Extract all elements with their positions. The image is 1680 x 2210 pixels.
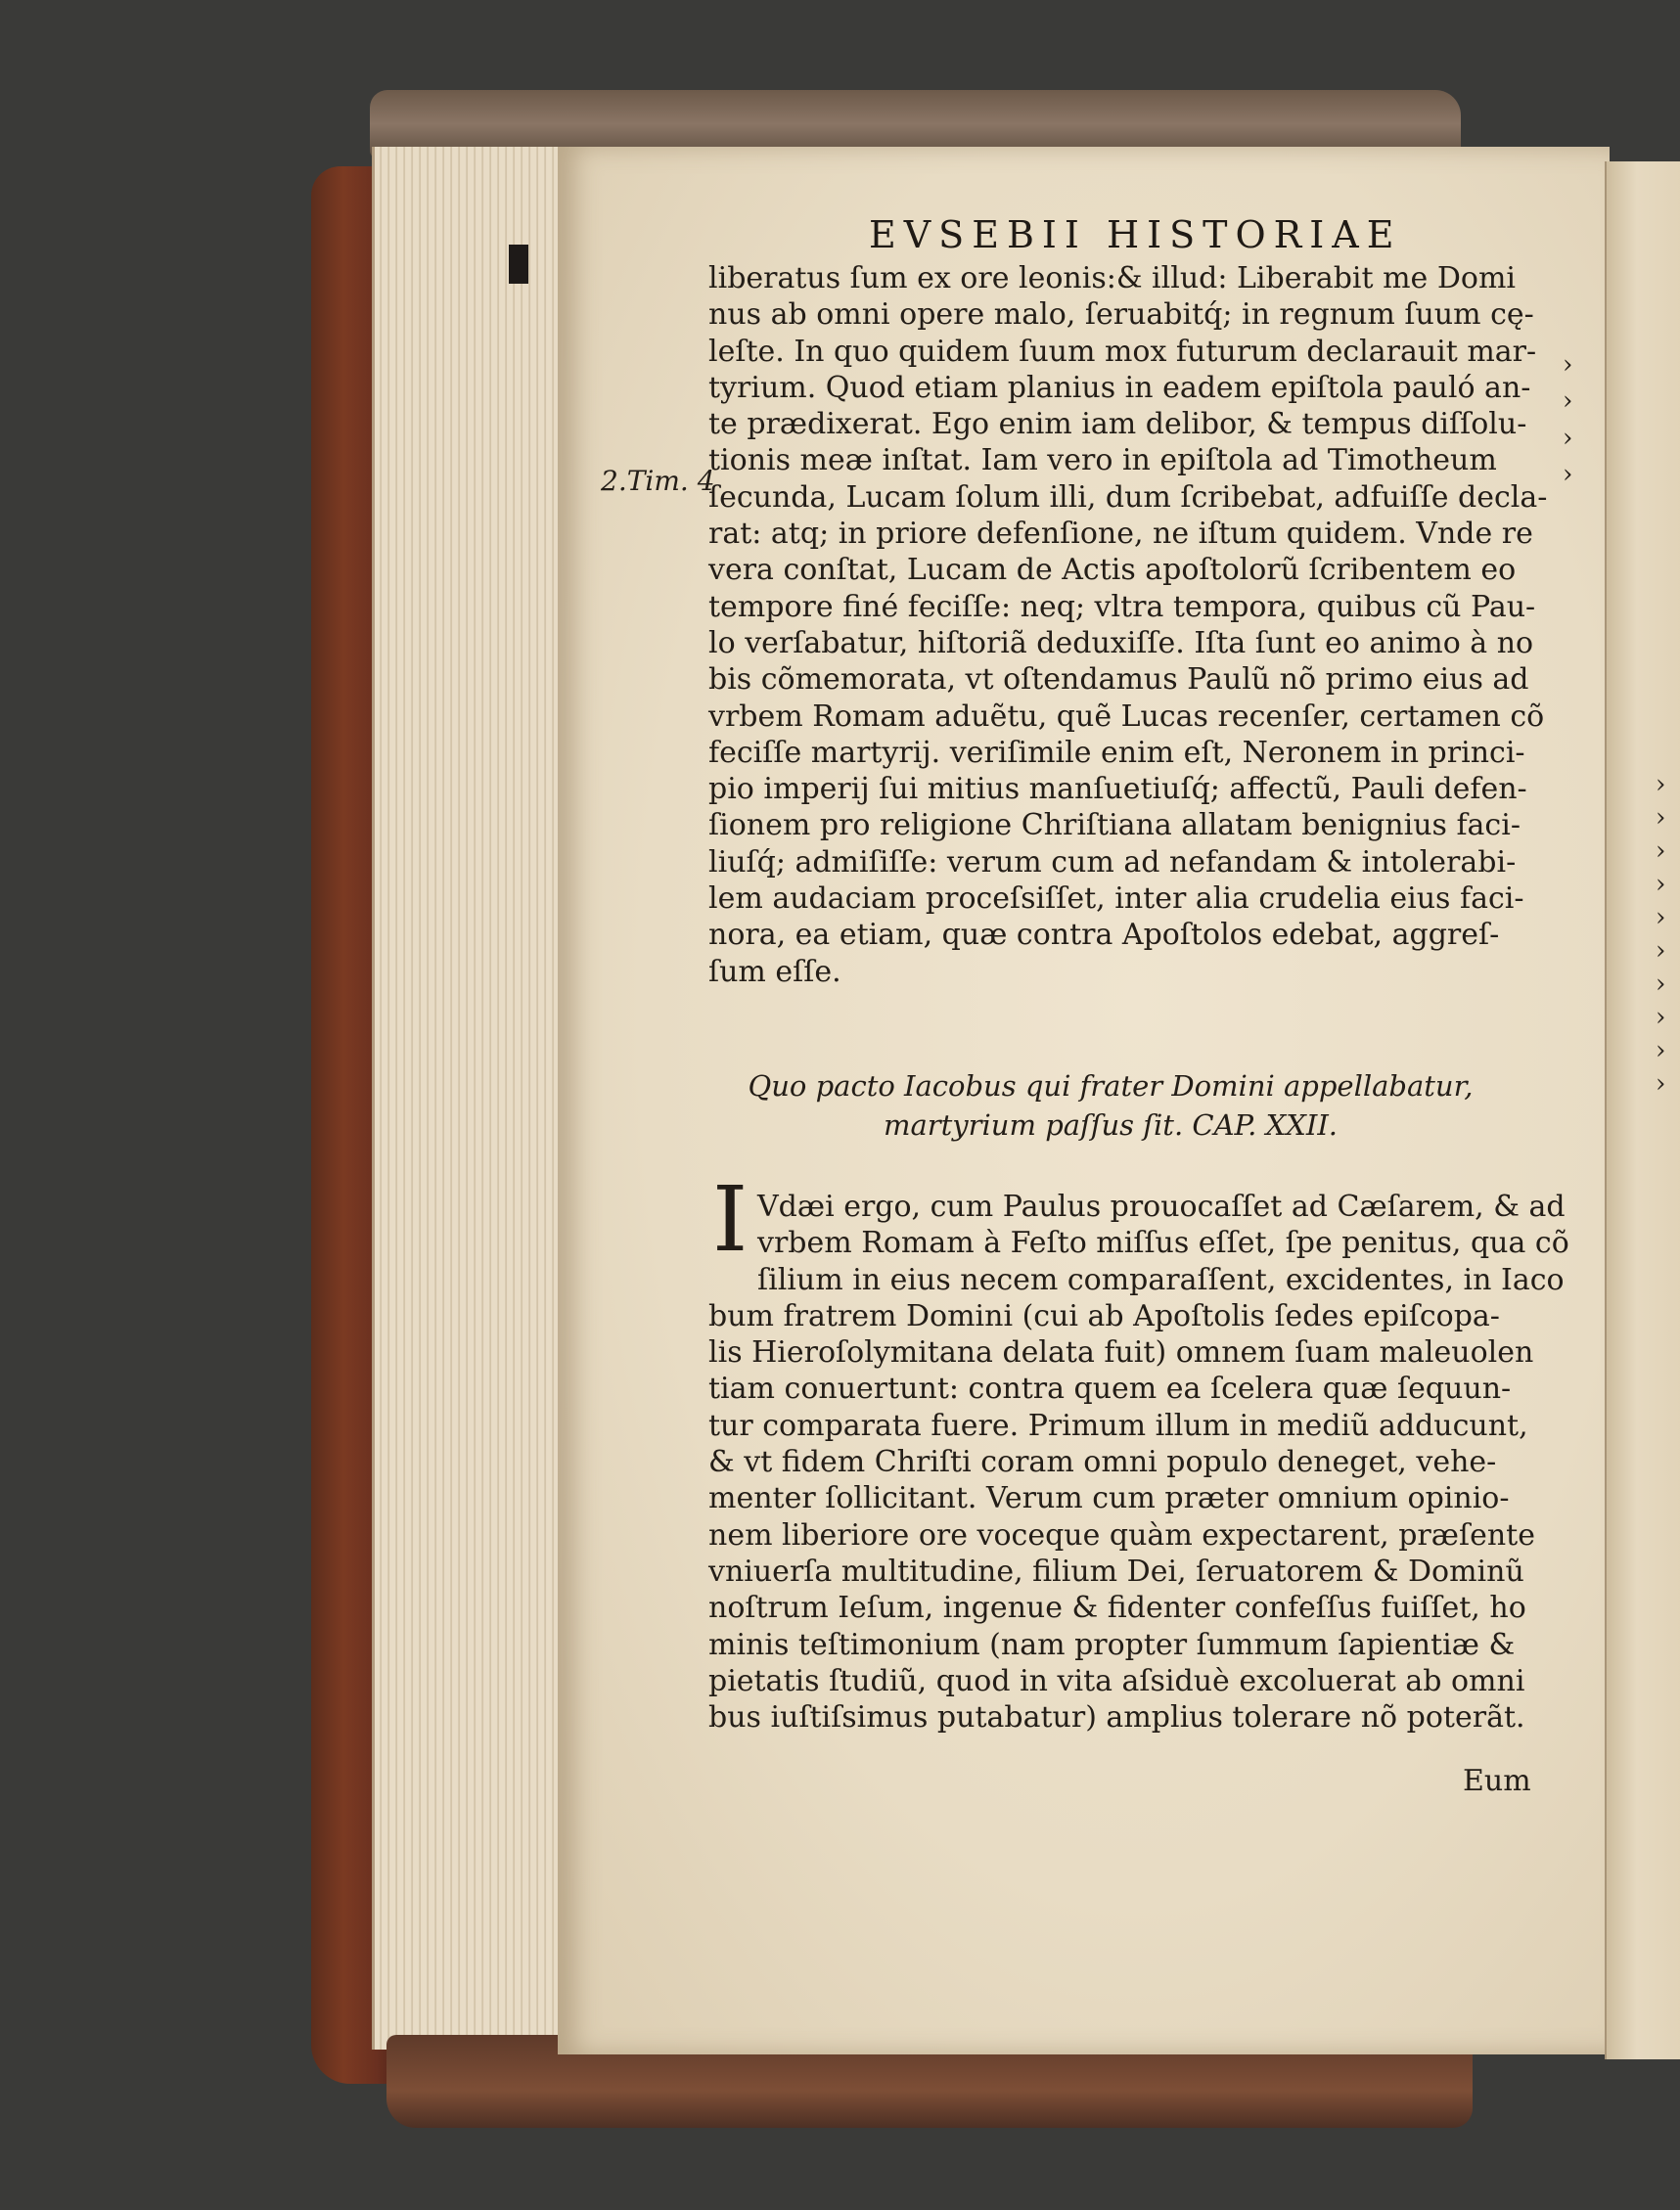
text-line: nem liberiore ore voceque quàm expectarent, præſente	[708, 1517, 1535, 1553]
text-line: lem audaciam proceſsiſſet, inter alia crudelia eius faci-	[708, 881, 1524, 917]
text-line: feciſſe martyrij. veriſimile enim eſt, Neronem in princi-	[708, 735, 1525, 770]
facing-page-edge	[1605, 161, 1680, 2059]
text-line: ſilium in eius necem comparaſſent, excidentes, in Iaco	[757, 1262, 1565, 1297]
text-line: vrbem Romam aduẽtu, quẽ Lucas recenſer, certamen cõ	[708, 699, 1545, 734]
text-line: vera conſtat, Lucam de Actis apoſtolorũ ſcribentem eo	[708, 553, 1517, 588]
text-line: Vdæi ergo, cum Paulus prouocaſſet ad Cæſarem, & ad	[757, 1190, 1566, 1224]
text-line: lis Hieroſolymitana delata fuit) omnem ſuam maleuolen	[708, 1335, 1534, 1371]
drop-cap-initial: I	[712, 1167, 749, 1272]
text-line: pio imperij ſui mitius manſuetiuſq́; affectũ, Pauli defen-	[708, 772, 1527, 807]
page-edges	[372, 147, 561, 2050]
chapter-heading	[695, 1066, 1526, 1145]
chapter-heading-line-1: Quo pacto Iacobus qui frater Domini appellabatur,	[748, 1069, 1474, 1103]
text-line: tionis meæ inſtat. Iam vero in epiſtola ad Timotheum	[708, 443, 1497, 478]
text-line: nora, ea etiam, quæ contra Apoſtolos edebat, aggreſ-	[708, 918, 1500, 953]
marginal-quote-marks: › › › ›	[1563, 350, 1573, 489]
main-text-top	[708, 260, 1548, 990]
text-line: bus iuſtiſsimus putabatur) amplius tolerare nõ poterãt.	[708, 1700, 1525, 1736]
text-line: tiam conuertunt: contra quem ea ſcelera quæ ſequun-	[708, 1372, 1512, 1407]
text-line: vniuerſa multitudine, filium Dei, ſeruatorem & Dominũ	[708, 1554, 1524, 1589]
text-line: te prædixerat. Ego enim iam delibor, & tempus diſſolu-	[708, 407, 1527, 442]
text-line: liuſq́; admiſiſſe: verum cum ad nefandam & intolerabi-	[708, 844, 1517, 879]
text-line: noſtrum Ieſum, ingenue & fidenter confeſſus fuiſſet, ho	[708, 1591, 1526, 1626]
text-line: vrbem Romam à Feſto miſſus eſſet, ſpe penitus, qua cõ	[757, 1226, 1569, 1261]
text-line: nus ab omni opere malo, ſeruabitq́; in regnum ſuum cę-	[708, 297, 1534, 333]
text-line: rat: atq; in priore defenſione, ne iſtum quidem. Vnde re	[708, 517, 1533, 552]
text-line: ſum eſſe.	[708, 954, 841, 989]
text-line: tur comparata fuere. Primum illum in mediũ adducunt,	[708, 1408, 1528, 1443]
text-line: & vt fidem Chriſti coram omni populo deneget, vehe-	[708, 1445, 1497, 1480]
text-line: bis cõmemorata, vt oſtendamus Paulũ nõ primo eius ad	[708, 662, 1529, 698]
text-line: menter ſollicitant. Verum cum præter omnium opinio-	[708, 1481, 1510, 1516]
text-line: lo verſabatur, hiſtoriã deduxiſſe. Iſta ſunt eo animo à no	[708, 625, 1534, 660]
catchword: Eum	[1463, 1764, 1531, 1798]
text-line: liberatus ſum ex ore leonis:& illud: Liberabit me Domi	[708, 261, 1516, 295]
text-line: ſecunda, Lucam ſolum illi, dum ſcribebat, adfuiſſe decla-	[708, 479, 1548, 515]
text-line: tyrium. Quod etiam planius in eadem epiſtola pauló an-	[708, 370, 1531, 405]
chapter-heading-line-2: martyrium paſſus ſit. CAP. XXII.	[883, 1108, 1339, 1142]
text-line: minis teſtimonium (nam propter ſummum ſapientiæ &	[708, 1627, 1516, 1662]
margin-note: 2.Tim. 4	[601, 465, 715, 497]
text-line: pietatis ſtudiũ, quod in vita aſsiduè excoluerat ab omni	[708, 1663, 1525, 1698]
text-line: bum fratrem Domini (cui ab Apoſtolis ſedes epiſcopa-	[708, 1298, 1500, 1333]
text-line: ſionem pro religione Chriſtiana allatam benignius faci-	[708, 808, 1521, 843]
main-text-bottom	[708, 1189, 1569, 1736]
facing-page-marks: › › › › › › › › › ›	[1656, 770, 1666, 1099]
text-line: tempore finé feciſſe: neq; vltra tempora, quibus cũ Pau-	[708, 589, 1536, 624]
text-line: leſte. In quo quidem ſuum mox futurum declarauit mar-	[708, 334, 1537, 369]
running-header: EVSEBII HISTORIAE	[869, 213, 1402, 256]
binding-mark	[509, 245, 528, 284]
